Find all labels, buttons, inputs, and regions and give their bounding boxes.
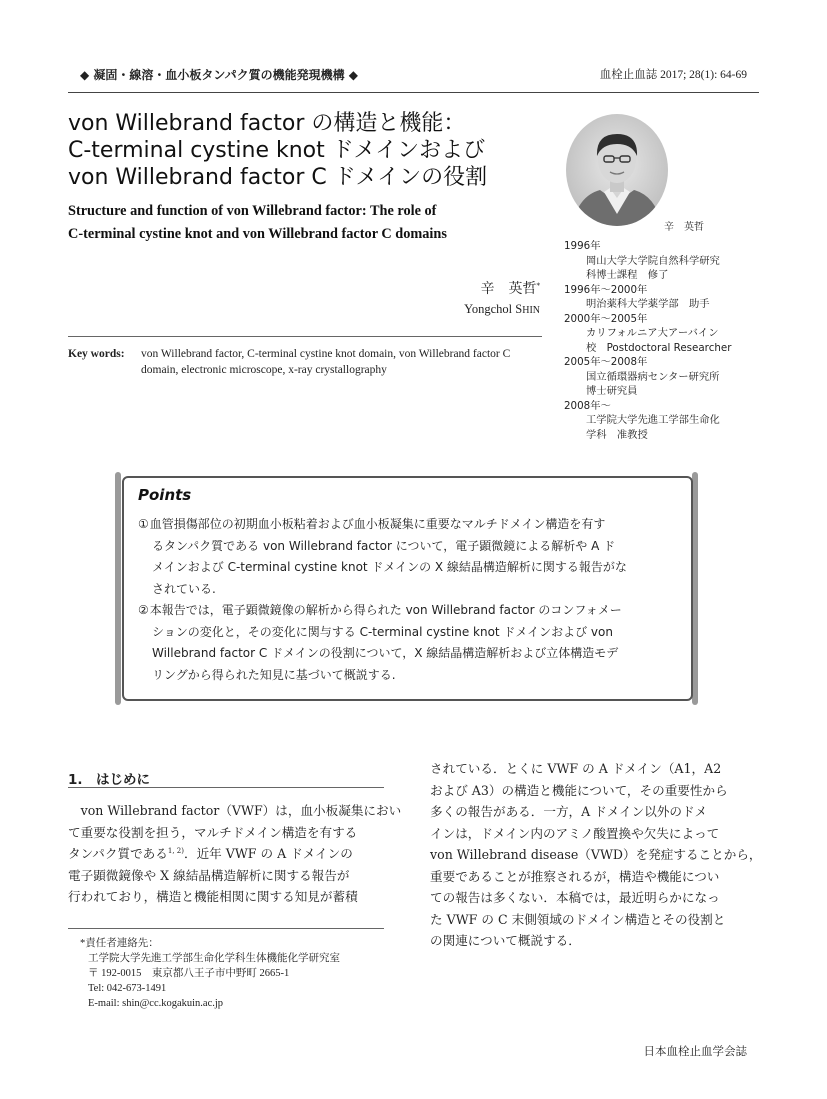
body-line: ての報告は多くない．本稿では，最近明らかになっ: [430, 890, 720, 905]
keywords-text: von Willebrand factor, C-terminal cystine knot domain, von Willebrand factor C domain, electronic microscope, x-ray crystallography: [141, 348, 511, 376]
bio-description: 岡山大学大学院自然科学研究: [586, 254, 720, 267]
footnote-divider: [68, 928, 384, 929]
bio-description: 校 Postdoctoral Researcher: [586, 341, 732, 354]
header-divider: [68, 92, 759, 93]
body-line: および A3）の構造と機能について，その重要性から: [430, 782, 728, 798]
body-line: 電子顕微鏡像や X 線結晶構造解析に関する報告が: [68, 867, 350, 883]
author-portrait-image: [566, 114, 668, 226]
title-japanese-line: C-terminal cystine knot ドメインおよび: [68, 138, 486, 163]
author-name-english-smallcaps: HIN: [522, 305, 540, 316]
section-heading: 1. はじめに: [68, 772, 151, 788]
series-title: ◆ 凝固・線溶・血小板タンパク質の機能発現機構 ◆: [80, 68, 358, 82]
footnote-line: 〒 192-0015 東京都八王子市中野町 2665-1: [88, 968, 290, 979]
bio-year: 1996年〜2000年: [564, 283, 648, 296]
title-japanese-line: von Willebrand factor C ドメインの役割: [68, 165, 488, 190]
points-title: Points: [138, 486, 192, 504]
bio-description: カリフォルニア大アーバイン: [586, 327, 719, 339]
author-name-english-given: Yongchol S: [464, 302, 523, 316]
point-item: [138, 514, 678, 600]
bio-description: 博士研究員: [586, 385, 638, 397]
footnote-email[interactable]: E-mail: shin@cc.kogakuin.ac.jp: [88, 998, 224, 1009]
body-line: von Willebrand factor（VWF）は，血小板凝集におい: [68, 803, 402, 818]
footnote-title: *責任者連絡先：: [80, 938, 159, 949]
body-line: されている．とくに VWF の A ドメイン（A1，A2: [430, 761, 722, 776]
point-text: 血管損傷部位の初期血小板粘着および血小板凝集に重要なマルチドメイン構造を有す: [149, 517, 606, 531]
point-line: [138, 514, 678, 536]
point-line: Willebrand factor C ドメインの役割について，X 線結晶構造解析および立体構造モデ: [152, 646, 619, 660]
point-line: るタンパク質である von Willebrand factor について，電子顕微鏡による解析や A ド: [152, 538, 616, 553]
points-box-left-bar: [115, 472, 121, 705]
author-biography: [564, 239, 734, 442]
body-line: 多くの報告がある．一方，A ドメイン以外のドメ: [430, 804, 708, 819]
point-line: [138, 600, 678, 622]
bio-description: 明治薬科大学薬学部 助手: [586, 298, 710, 310]
footnote-line: Tel: 042-673-1491: [88, 983, 167, 994]
keywords-label: Key words:: [68, 348, 125, 360]
bio-description: 工学院大学先進工学部生命化: [586, 414, 720, 426]
keywords-divider: [68, 336, 542, 337]
point-line: されている.: [152, 581, 216, 596]
body-line: た VWF の C 末側領域のドメイン構造とその役割と: [430, 911, 726, 927]
point-number: ①: [138, 517, 149, 531]
bio-description: 学科 准教授: [586, 428, 648, 441]
bio-year: 2005年〜2008年: [564, 356, 648, 368]
title-english-line: Structure and function of von Willebrand factor: The role of: [68, 203, 437, 219]
title-japanese: [68, 110, 568, 191]
bio-description: 国立循環器病センター研究所: [586, 370, 720, 383]
body-line: て重要な役割を担う，マルチドメイン構造を有する: [68, 824, 358, 840]
page-footer: 日本血栓止血学会誌: [643, 1046, 747, 1058]
title-japanese-line: von Willebrand factor の構造と機能：: [68, 111, 466, 136]
body-text: タンパク質である: [68, 846, 168, 861]
body-text: ．近年 VWF の A ドメインの: [183, 846, 353, 861]
bio-year: 1996年: [564, 240, 601, 252]
bio-year: 2000年〜2005年: [564, 312, 648, 325]
body-line: von Willebrand disease（VWD）を発症することから，: [430, 847, 762, 862]
footnote-line: 工学院大学先進工学部生命化学科生体機能化学研究室: [88, 953, 340, 964]
bio-description: 科博士課程 修了: [586, 269, 669, 281]
section-heading-underline: [68, 787, 384, 788]
point-line: リングから得られた知見に基づいて概説する.: [152, 667, 396, 682]
point-text: 本報告では，電子顕微鏡像の解析から得られた von Willebrand factor のコンフォメー: [149, 603, 622, 617]
point-number: ②: [138, 603, 149, 617]
body-line: 行われており，構造と機能相関に関する知見が蓄積: [68, 889, 358, 904]
title-english-line: C-terminal cystine knot and von Willebrand factor C domains: [68, 226, 447, 242]
bio-year: 2008年〜: [564, 399, 611, 412]
points-box: [122, 476, 693, 701]
point-line: メインおよび C-terminal cystine knot ドメインの X 線結晶構造解析に関する報告がな: [152, 560, 627, 574]
author-photo: [566, 114, 668, 226]
citation-reference[interactable]: 1, 2): [167, 847, 184, 855]
correspondence-footnote: [80, 936, 400, 1011]
body-line: [68, 843, 386, 865]
corresponding-author-mark: *: [536, 282, 540, 290]
author-name-japanese-text: 辛 英哲: [480, 281, 537, 297]
point-item: [138, 600, 678, 686]
body-column-left: [68, 800, 402, 908]
title-english: [68, 200, 558, 246]
body-line: 重要であることが推察されるが，構造や機能につい: [430, 868, 720, 884]
author-name-english: [464, 302, 540, 317]
point-line: ションの変化と，その変化に関与する C-terminal cystine knot ドメインおよび von: [152, 624, 613, 639]
photo-caption: 辛 英哲: [664, 222, 704, 233]
author-name-japanese: [481, 278, 541, 298]
journal-citation: 血栓止血誌 2017; 28(1): 64-69: [599, 69, 747, 81]
body-column-right: [430, 758, 762, 952]
body-line: インは，ドメイン内のアミノ酸置換や欠失によって: [430, 825, 720, 841]
body-line: の関連について概説する．: [430, 933, 581, 948]
